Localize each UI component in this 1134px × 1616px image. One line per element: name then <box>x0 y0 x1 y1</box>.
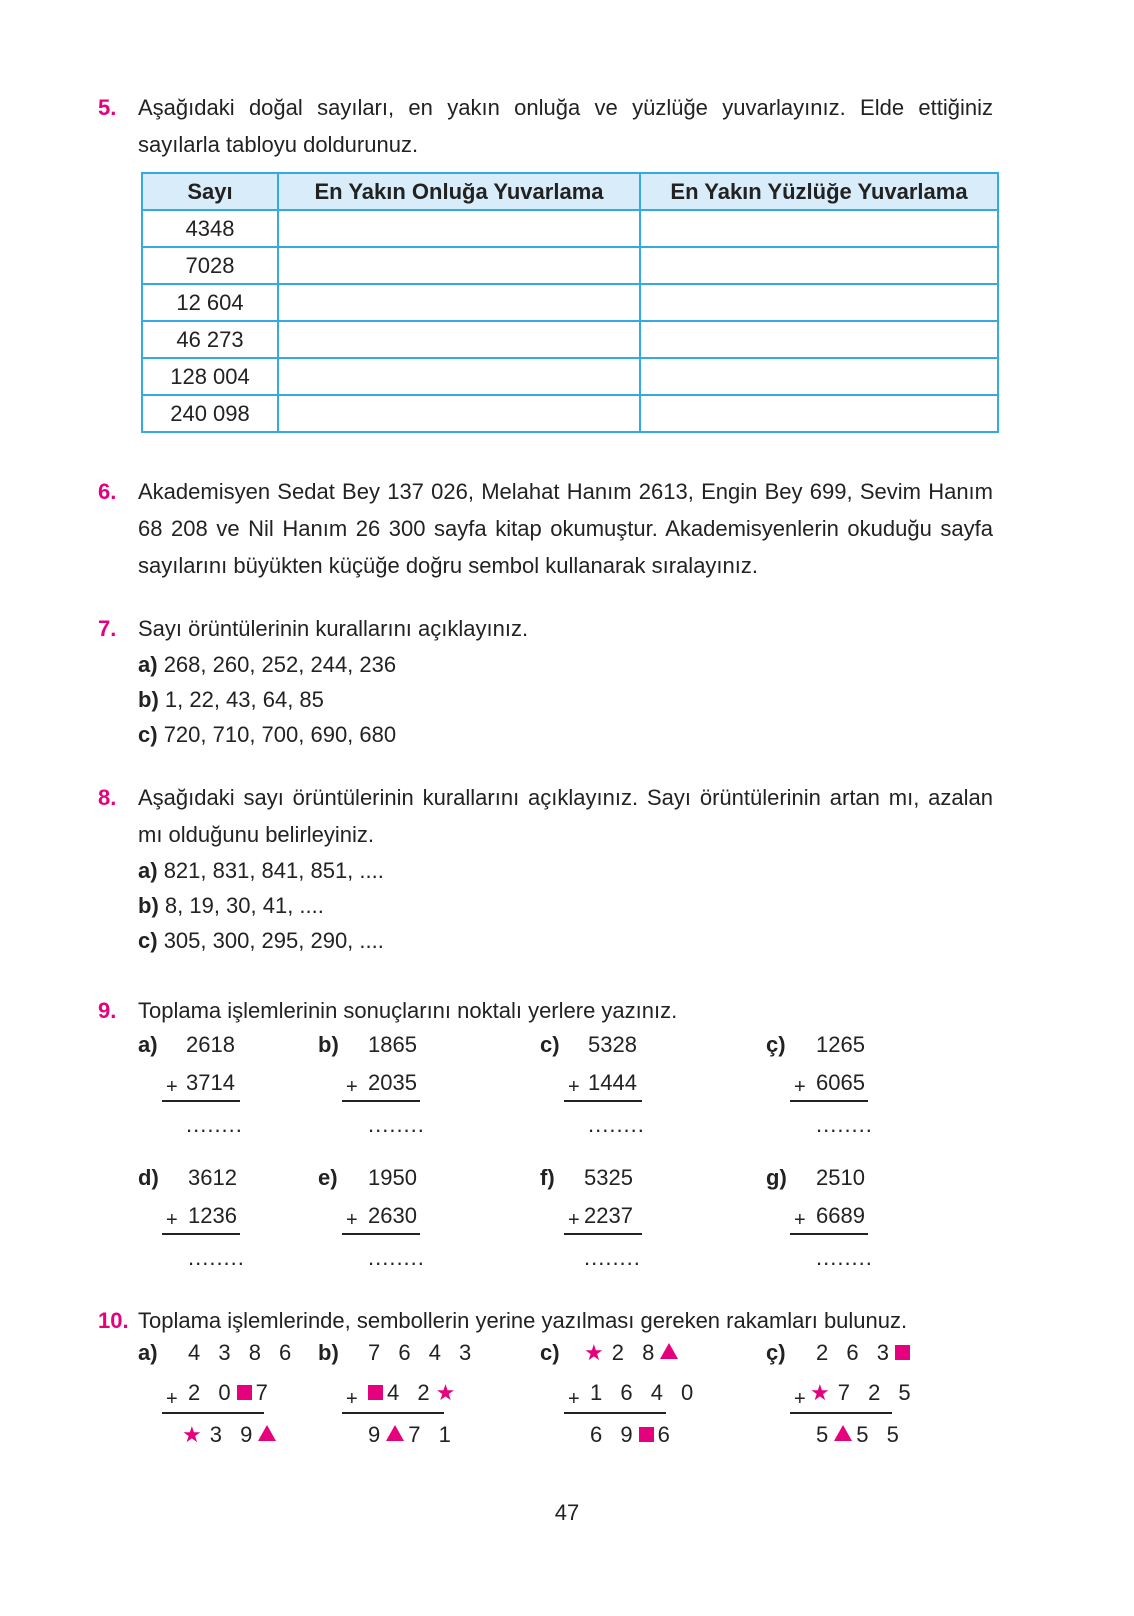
table-cell-number: 4348 <box>142 210 278 247</box>
table-cell-number: 128 004 <box>142 358 278 395</box>
star-symbol-icon: ★ <box>584 1340 610 1365</box>
item-label: b) <box>138 687 159 712</box>
table-row <box>142 358 998 395</box>
addition-problem-d <box>138 1165 308 1285</box>
digits: 6 <box>657 1422 676 1447</box>
problem-label: b) <box>318 1340 339 1365</box>
addition-problem-g <box>766 1165 936 1285</box>
addend-top <box>816 1338 914 1368</box>
addend-top <box>188 1338 297 1368</box>
addend-top: 1950 <box>368 1165 417 1190</box>
addend-bottom: 1236 <box>188 1203 237 1228</box>
item-value: 8, 19, 30, 41, .... <box>164 893 324 918</box>
answer-cell[interactable] <box>278 247 640 284</box>
plus-sign: + <box>346 1076 358 1098</box>
table-cell-number: 7028 <box>142 247 278 284</box>
digits: 7 6 4 3 <box>368 1340 478 1365</box>
item-label: a) <box>138 652 158 677</box>
problem-label: c) <box>540 1340 560 1365</box>
addend-top: 3612 <box>188 1165 237 1190</box>
digits: 4 2 <box>387 1380 436 1405</box>
square-symbol-icon <box>639 1427 654 1442</box>
addend-top: 1865 <box>368 1032 417 1057</box>
question-5 <box>98 89 993 163</box>
answer-cell[interactable] <box>278 395 640 432</box>
pattern-list <box>138 853 993 958</box>
digits: 7 1 <box>408 1422 457 1447</box>
rounding-table <box>141 172 999 433</box>
item-label: c) <box>138 722 158 747</box>
list-item <box>138 647 993 682</box>
column-header-hundreds: En Yakın Yüzlüğe Yuvarlama <box>640 173 998 210</box>
plus-sign: + <box>166 1388 178 1410</box>
problem-label: b) <box>318 1032 339 1057</box>
problem-label: c) <box>540 1032 560 1057</box>
answer-dots[interactable]: ........ <box>368 1112 425 1137</box>
problem-label: ç) <box>766 1032 786 1057</box>
list-item <box>138 923 993 958</box>
plus-sign: + <box>346 1209 358 1231</box>
addend-bottom: 2035 <box>368 1070 417 1095</box>
digits: 1 6 4 0 <box>590 1380 700 1405</box>
question-number: 6. <box>98 479 117 504</box>
answer-cell[interactable] <box>640 321 998 358</box>
digits: 2 8 <box>611 1340 661 1365</box>
sum-line <box>790 1100 868 1102</box>
square-symbol-icon <box>237 1385 252 1400</box>
table-header-row <box>142 173 998 210</box>
list-item <box>138 682 993 717</box>
sum-result <box>368 1420 457 1450</box>
plus-sign: + <box>568 1209 580 1231</box>
addition-problem-c-cedilla <box>766 1032 936 1152</box>
answer-dots[interactable]: ........ <box>584 1245 641 1270</box>
answer-cell[interactable] <box>640 210 998 247</box>
addend-bottom: 2237 <box>584 1203 633 1228</box>
addend-bottom: 1444 <box>588 1070 637 1095</box>
item-value: 1, 22, 43, 64, 85 <box>164 687 324 712</box>
sum-line <box>342 1233 420 1235</box>
table-cell-number: 46 273 <box>142 321 278 358</box>
item-label: c) <box>138 928 158 953</box>
sum-line <box>564 1412 666 1414</box>
plus-sign: + <box>794 1209 806 1231</box>
answer-cell[interactable] <box>278 284 640 321</box>
question-text: Toplama işlemlerinin sonuçlarını noktalı yerlere yazınız. <box>138 998 678 1023</box>
addend-top: 2510 <box>816 1165 865 1190</box>
addition-problem-c <box>540 1032 710 1152</box>
question-number: 7. <box>98 616 117 641</box>
answer-cell[interactable] <box>278 210 640 247</box>
addend-top: 1265 <box>816 1032 865 1057</box>
digits: 2 6 3 <box>816 1340 895 1365</box>
digits: 6 9 <box>590 1422 639 1447</box>
item-label: a) <box>138 858 158 883</box>
question-10 <box>98 1302 993 1339</box>
question-9 <box>98 992 993 1029</box>
star-symbol-icon: ★ <box>182 1422 208 1447</box>
answer-dots[interactable]: ........ <box>368 1245 425 1270</box>
answer-cell[interactable] <box>640 358 998 395</box>
item-value: 268, 260, 252, 244, 236 <box>163 652 397 677</box>
sum-result <box>816 1420 905 1450</box>
addition-problem-a <box>138 1032 308 1152</box>
problem-label: ç) <box>766 1340 786 1365</box>
answer-cell[interactable] <box>640 284 998 321</box>
problem-label: d) <box>138 1165 159 1190</box>
table-row <box>142 247 998 284</box>
question-number: 9. <box>98 998 117 1023</box>
addend-bottom <box>810 1378 917 1408</box>
answer-cell[interactable] <box>640 247 998 284</box>
answer-dots[interactable]: ........ <box>816 1245 873 1270</box>
question-text: Akademisyen Sedat Bey 137 026, Melahat Hanım 2613, Engin Bey 699, Sevim Hanım 68 208 ve Nil Hanım 26 300 sayfa kitap okumuştur. Akademisyenlerin okuduğu sayfa sayılarını büyükten küçüğe doğru sembol kullanarak sıralayınız. <box>138 479 993 578</box>
addend-top <box>584 1338 682 1368</box>
sum-line <box>342 1412 444 1414</box>
addend-bottom: 2630 <box>368 1203 417 1228</box>
question-text: Toplama işlemlerinde, sembollerin yerine yazılması gereken rakamları bulunuz. <box>138 1308 908 1333</box>
addend-bottom <box>188 1378 274 1408</box>
problem-label: a) <box>138 1340 158 1365</box>
list-item <box>138 888 993 923</box>
addend-top: 5328 <box>588 1032 637 1057</box>
symbol-problem-c <box>540 1340 730 1460</box>
column-header-tens: En Yakın Onluğa Yuvarlama <box>278 173 640 210</box>
page-number: 47 <box>554 1500 580 1525</box>
item-label: b) <box>138 893 159 918</box>
square-symbol-icon <box>368 1385 383 1400</box>
triangle-symbol-icon <box>660 1343 678 1359</box>
question-text: Aşağıdaki doğal sayıları, en yakın onluğa ve yüzlüğe yuvarlayınız. Elde ettiğiniz sayılarla tabloyu doldurunuz. <box>138 95 993 157</box>
addend-bottom <box>590 1378 699 1408</box>
problem-label: g) <box>766 1165 787 1190</box>
table-row <box>142 395 998 432</box>
item-value: 720, 710, 700, 690, 680 <box>163 722 397 747</box>
plus-sign: + <box>346 1388 358 1410</box>
sum-line <box>790 1233 868 1235</box>
plus-sign: + <box>794 1076 806 1098</box>
answer-cell[interactable] <box>640 395 998 432</box>
question-text: Aşağıdaki sayı örüntülerinin kurallarını açıklayınız. Sayı örüntülerinin artan mı, azalan mı olduğunu belirleyiniz. <box>138 785 993 847</box>
addend-bottom <box>368 1378 463 1408</box>
symbol-problem-a <box>138 1340 328 1460</box>
digits: 7 2 5 <box>837 1380 917 1405</box>
addition-problem-b <box>318 1032 488 1152</box>
digits: 4 3 8 6 <box>188 1340 298 1365</box>
symbol-problem-b <box>318 1340 508 1460</box>
answer-dots[interactable]: ........ <box>188 1245 245 1270</box>
question-number: 5. <box>98 95 117 120</box>
table-row <box>142 284 998 321</box>
plus-sign: + <box>166 1209 178 1231</box>
answer-dots[interactable]: ........ <box>186 1112 243 1137</box>
plus-sign: + <box>568 1388 580 1410</box>
sum-line <box>790 1412 892 1414</box>
sum-line <box>342 1100 420 1102</box>
addend-bottom: 6065 <box>816 1070 865 1095</box>
item-value: 821, 831, 841, 851, .... <box>163 858 384 883</box>
table-row <box>142 210 998 247</box>
addend-top: 5325 <box>584 1165 633 1190</box>
addend-bottom: 6689 <box>816 1203 865 1228</box>
addend-bottom: 3714 <box>186 1070 235 1095</box>
problem-label: a) <box>138 1032 158 1057</box>
digits: 2 0 <box>188 1380 237 1405</box>
question-7 <box>98 610 993 752</box>
plus-sign: + <box>166 1076 178 1098</box>
sum-line <box>162 1412 264 1414</box>
question-8 <box>98 779 993 958</box>
sum-line <box>162 1100 240 1102</box>
table-row <box>142 321 998 358</box>
answer-dots[interactable]: ........ <box>816 1112 873 1137</box>
question-text: Sayı örüntülerinin kurallarını açıklayınız. <box>138 616 529 641</box>
answer-cell[interactable] <box>278 321 640 358</box>
problem-label: e) <box>318 1165 338 1190</box>
plus-sign: + <box>794 1388 806 1410</box>
question-number: 10. <box>98 1308 129 1333</box>
list-item <box>138 717 993 752</box>
sum-line <box>564 1233 642 1235</box>
addend-top <box>368 1338 477 1368</box>
triangle-symbol-icon <box>258 1425 276 1441</box>
digits: 5 <box>816 1422 835 1447</box>
sum-result <box>590 1420 676 1450</box>
addition-problem-e <box>318 1165 488 1285</box>
sum-line <box>564 1100 642 1102</box>
star-symbol-icon: ★ <box>810 1380 836 1405</box>
digits: 3 9 <box>209 1422 259 1447</box>
list-item <box>138 853 993 888</box>
problem-label: f) <box>540 1165 555 1190</box>
square-symbol-icon <box>895 1345 910 1360</box>
item-value: 305, 300, 295, 290, .... <box>163 928 384 953</box>
pattern-list <box>138 647 993 752</box>
addend-top: 2618 <box>186 1032 235 1057</box>
addition-problem-f <box>540 1165 710 1285</box>
sum-line <box>162 1233 240 1235</box>
digits: 9 <box>368 1422 387 1447</box>
column-header-number: Sayı <box>142 173 278 210</box>
plus-sign: + <box>568 1076 580 1098</box>
table-cell-number: 240 098 <box>142 395 278 432</box>
symbol-problem-c-cedilla <box>766 1340 956 1460</box>
answer-cell[interactable] <box>278 358 640 395</box>
table-cell-number: 12 604 <box>142 284 278 321</box>
sum-result <box>182 1420 280 1450</box>
question-number: 8. <box>98 785 117 810</box>
digits: 7 <box>255 1380 274 1405</box>
question-6 <box>98 473 993 584</box>
answer-dots[interactable]: ........ <box>588 1112 645 1137</box>
triangle-symbol-icon <box>834 1425 852 1441</box>
star-symbol-icon: ★ <box>435 1380 462 1405</box>
digits: 5 5 <box>856 1422 905 1447</box>
triangle-symbol-icon <box>386 1425 404 1441</box>
